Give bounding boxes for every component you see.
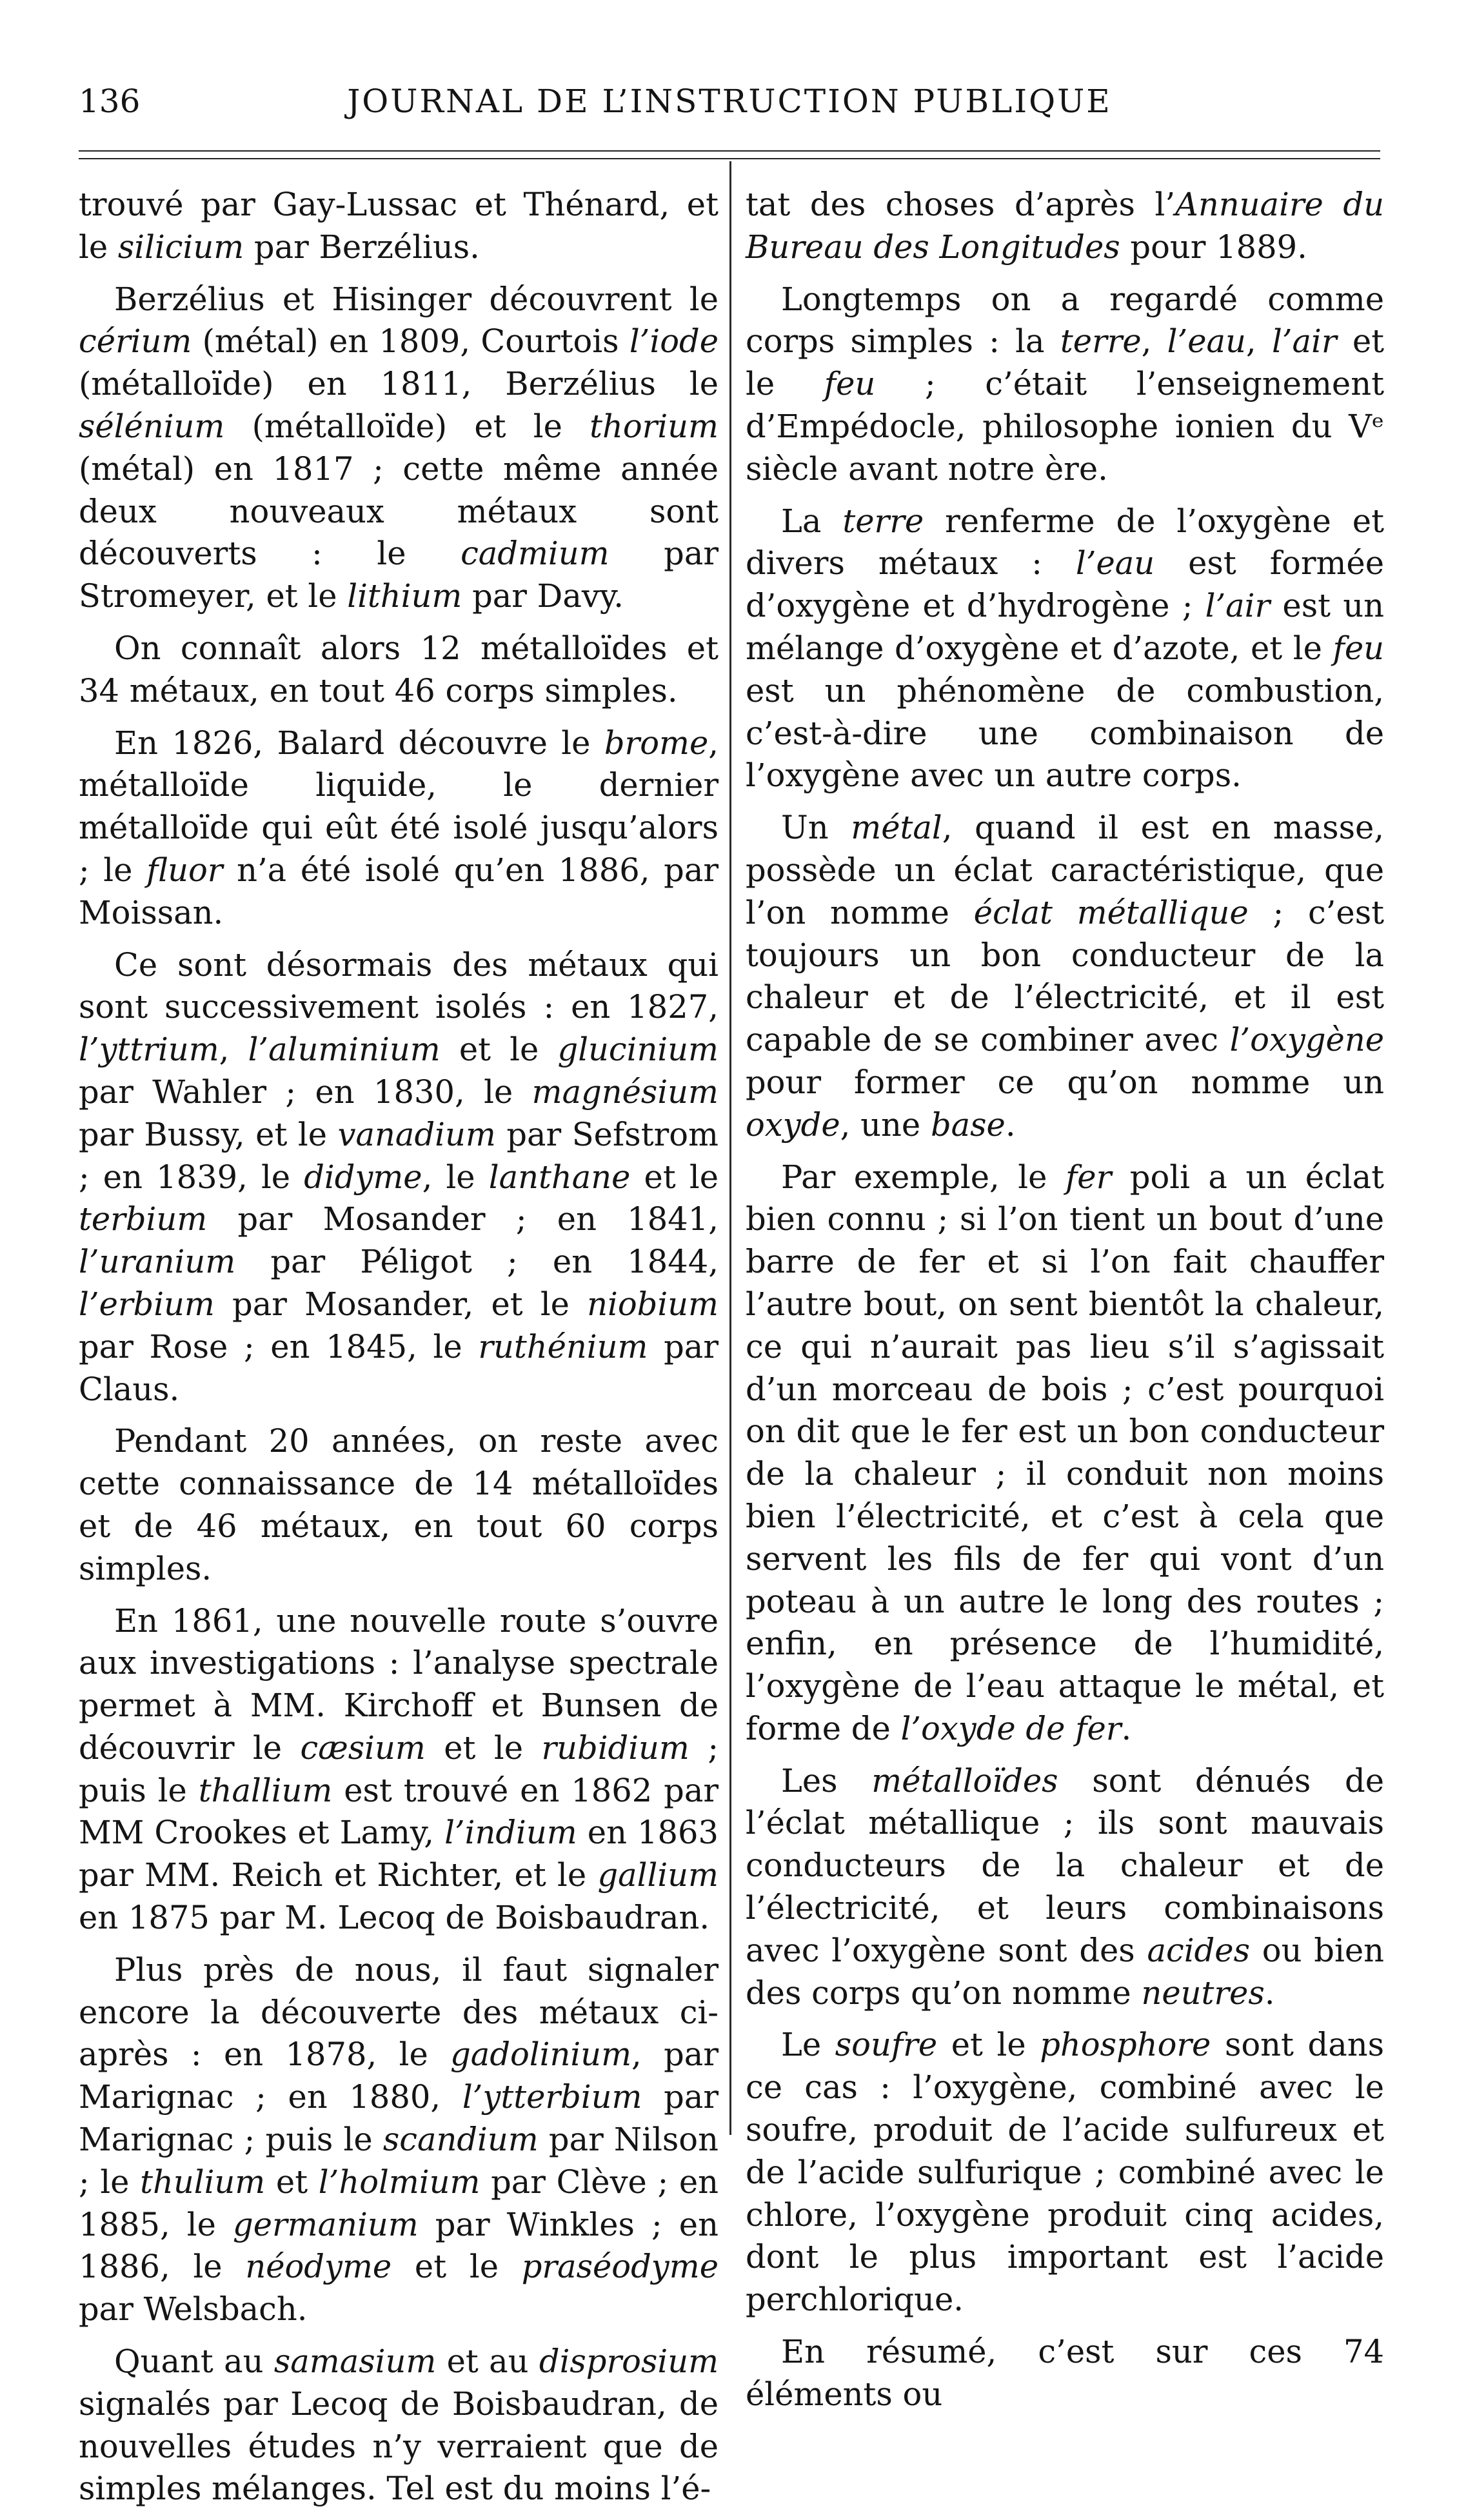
text-run: . [1264, 1974, 1275, 2012]
text-run: par Claus. [79, 1327, 719, 1408]
text-run: par Clève ; en 1885, le [79, 2163, 719, 2243]
text-run: par Sefstrom ; en 1839, le [79, 1115, 719, 1196]
italic-term: l’yttrium [79, 1031, 219, 1069]
text-run: En 1826, Balard découvre le [114, 724, 604, 762]
running-title: JOURNAL DE L’INSTRUCTION PUBLIQUE [347, 83, 1112, 120]
italic-term: thallium [198, 1771, 333, 1809]
text-run: par Mosander ; en 1841, [207, 1200, 719, 1238]
italic-term: l’oxygène [1229, 1021, 1384, 1059]
italic-term: Annuaire du Bureau des Longitudes [746, 186, 1384, 266]
italic-term: fluor [146, 851, 223, 889]
text-run: , le [422, 1158, 489, 1196]
italic-term: samasium [273, 2343, 437, 2381]
paragraph [746, 184, 1384, 269]
italic-term: fer [1065, 1158, 1112, 1196]
text-run: est un mélange d’oxygène et d’azote, et le [746, 587, 1384, 667]
text-run: ou bien des corps qu’on nomme [746, 1931, 1384, 2012]
text-run: n’a été isolé qu’en 1886, par Moissan. [79, 851, 719, 931]
text-run: Les [781, 1761, 872, 1800]
paragraph [746, 501, 1384, 798]
text-run: Un [781, 809, 851, 847]
text-run: et le [440, 1031, 558, 1069]
text-run: , quand il est en masse, possède un éclat caractéristique, que l’on nomme [746, 809, 1384, 931]
text-run: et le [425, 1729, 542, 1767]
paragraph [79, 628, 719, 713]
paragraph [79, 944, 719, 1411]
italic-term: cérium [79, 322, 192, 361]
italic-term: oxyde [746, 1106, 840, 1144]
text-run: sont dénués de l’éclat métallique ; ils sont mauvais conducteurs de la chaleur et de l’électricité, et leurs combinaisons avec l’oxygène sont des [746, 1761, 1384, 1969]
italic-term: acides [1147, 1931, 1250, 1969]
italic-term: terre [1060, 322, 1142, 361]
text-run: signalés par Lecoq de Boisbaudran, de nouvelles études n’y verraient que de simples mélanges. Tel est du moins l’é- [79, 2385, 719, 2508]
paragraph [79, 1600, 719, 1940]
text-run: En résumé, c’est sur ces 74 éléments ou [746, 2333, 1384, 2413]
italic-term: cæsium [300, 1729, 426, 1767]
text-run: , une [840, 1106, 931, 1144]
italic-term: silicium [117, 228, 244, 266]
italic-term: l’air [1205, 587, 1271, 625]
text-run: (métalloïde) et le [224, 407, 590, 445]
italic-term: l’eau [1167, 322, 1246, 361]
page-header [79, 83, 1380, 128]
italic-term: l’aluminium [248, 1031, 441, 1069]
paragraph [79, 2341, 719, 2510]
paragraph [79, 279, 719, 618]
text-run: et [265, 2163, 319, 2201]
text-run: et le [937, 2026, 1040, 2064]
italic-term: l’indium [444, 1814, 577, 1852]
text-run: ; c’était l’enseignement d’Empédocle, philosophe ionien du Vᵉ siècle avant notre ère. [746, 365, 1384, 488]
text-run: et le [630, 1158, 719, 1196]
text-run: et le [746, 322, 1384, 403]
text-run: (métalloïde) en 1811, Berzélius le [79, 365, 719, 403]
text-run: , [1141, 322, 1167, 361]
italic-term: thulium [140, 2163, 266, 2201]
text-run: . [1121, 1709, 1132, 1747]
text-run: sont dans ce cas : l’oxygène, combiné avec le soufre, produit de l’acide sulfureux et de l’acide sulfurique ; combiné avec le chlore, l’oxygène produit cinq acides, dont le plus important est l’acide perchlorique. [746, 2026, 1384, 2319]
text-run: pour former ce qu’on nomme un [746, 1063, 1384, 1101]
text-run: et le [392, 2248, 522, 2286]
italic-term: feu [1333, 629, 1384, 667]
italic-term: éclat métallique [973, 893, 1249, 931]
paragraph [746, 1760, 1384, 2015]
italic-term: brome [604, 724, 709, 762]
text-run: par Marignac ; puis le [79, 2078, 719, 2159]
text-run: en 1863 par MM. Reich et Richter, et le [79, 1814, 719, 1894]
italic-term: scandium [382, 2121, 539, 2159]
italic-term: terbium [79, 1200, 208, 1238]
text-run: tat des choses d’après l’ [746, 186, 1176, 223]
text-run: par Berzélius. [244, 228, 480, 266]
paragraph [746, 2331, 1384, 2416]
text-run: ; puis le [79, 1729, 719, 1809]
paragraph [746, 279, 1384, 491]
text-run: est trouvé en 1862 par MM Crookes et Lamy, [79, 1771, 719, 1852]
paragraph [79, 1949, 719, 2331]
text-run: par Nilson ; le [79, 2121, 719, 2201]
paragraph [746, 2024, 1384, 2321]
italic-term: gallium [597, 1856, 719, 1894]
italic-term: thorium [590, 407, 719, 445]
paragraph [79, 722, 719, 935]
text-run: , métalloïde liquide, le dernier métalloïde qui eût été isolé jusqu’alors ; le [79, 724, 719, 889]
paragraph [746, 1156, 1384, 1751]
text-run: par Winkles ; en 1886, le [79, 2205, 719, 2286]
italic-term: gadolinium [450, 2036, 632, 2074]
text-run: et au [436, 2343, 539, 2381]
italic-term: métalloïdes [871, 1761, 1058, 1800]
italic-term: cadmium [461, 535, 610, 573]
italic-term: germanium [233, 2205, 419, 2243]
italic-term: l’oxyde de fer [900, 1709, 1122, 1747]
text-run: Plus près de nous, il faut signaler encore la découverte des métaux ci-après : en 1878, le [79, 1950, 719, 2074]
italic-term: base [930, 1106, 1006, 1144]
text-run: par Davy. [462, 577, 624, 615]
text-run: par Wahler ; en 1830, le [79, 1073, 532, 1111]
text-run: . [1005, 1106, 1016, 1144]
text-run: , par Marignac ; en 1880, [79, 2036, 719, 2116]
text-run: est formée d’oxygène et d’hydrogène ; [746, 544, 1385, 625]
italic-term: l’eau [1075, 544, 1155, 582]
italic-term: l’uranium [79, 1243, 236, 1281]
italic-term: soufre [835, 2026, 938, 2064]
text-run: Par exemple, le [781, 1158, 1065, 1196]
text-run: En 1861, une nouvelle route s’ouvre aux investigations : l’analyse spectrale permet à MM. Kirchoff et Bunsen de découvrir le [79, 1602, 719, 1767]
text-run: On connaît alors 12 métalloïdes et 34 métaux, en tout 46 corps simples. [79, 629, 719, 709]
italic-term: didyme [304, 1158, 422, 1196]
italic-term: sélénium [79, 407, 225, 445]
italic-term: l’iode [629, 322, 719, 361]
italic-term: glucinium [557, 1031, 719, 1069]
italic-term: phosphore [1040, 2026, 1211, 2064]
text-run: en 1875 par M. Lecoq de Boisbaudran. [79, 1899, 710, 1937]
left-column [79, 184, 719, 2520]
italic-term: terre [842, 502, 924, 540]
italic-term: l’air [1271, 322, 1337, 361]
text-run: est un phénomène de combustion, c’est-à-dire une combinaison de l’oxygène avec un autre corps. [746, 671, 1384, 795]
text-run: trouvé par Gay-Lussac et Thénard, et le [79, 186, 719, 266]
italic-term: l’holmium [318, 2163, 481, 2201]
italic-term: métal [851, 809, 942, 847]
italic-term: l’erbium [79, 1285, 215, 1323]
text-run: , [1245, 322, 1272, 361]
paragraph [79, 184, 719, 269]
text-run: Le [781, 2026, 835, 2064]
column-divider [729, 161, 731, 2135]
text-run: pour 1889. [1120, 228, 1307, 266]
italic-term: néodyme [245, 2248, 392, 2286]
text-run: Quant au [114, 2343, 274, 2381]
text-run: Berzélius et Hisinger découvrent le [114, 280, 719, 318]
text-run: (métal) en 1809, Courtois [192, 322, 629, 361]
page-number: 136 [79, 83, 141, 120]
text-run: ; c’est toujours un bon conducteur de la chaleur et de l’électricité, et il est capable de se combiner avec [746, 893, 1384, 1059]
text-run: par Welsbach. [79, 2290, 308, 2328]
italic-term: vanadium [337, 1115, 496, 1153]
text-run: par Rose ; en 1845, le [79, 1327, 479, 1365]
text-run: par Bussy, et le [79, 1115, 338, 1153]
paragraph [746, 807, 1384, 1146]
italic-term: magnésium [531, 1073, 719, 1111]
italic-term: lanthane [488, 1158, 631, 1196]
text-run: par Péligot ; en 1844, [235, 1243, 719, 1281]
italic-term: l’ytterbium [462, 2078, 642, 2116]
italic-term: praséodyme [521, 2248, 719, 2286]
text-run: La [781, 502, 843, 540]
paragraph [79, 1420, 719, 1590]
text-run: Ce sont désormais des métaux qui sont successivement isolés : en 1827, [79, 946, 719, 1026]
text-run: , [219, 1031, 248, 1069]
right-column [746, 184, 1384, 2426]
text-run: Longtemps on a regardé comme corps simples : la [746, 280, 1384, 361]
text-run: Pendant 20 années, on reste avec cette connaissance de 14 métalloïdes et de 46 métaux, en tout 60 corps simples. [79, 1422, 719, 1587]
italic-term: neutres [1141, 1974, 1265, 2012]
italic-term: niobium [587, 1285, 719, 1323]
italic-term: disprosium [539, 2343, 719, 2381]
header-rule-bottom [79, 158, 1380, 159]
italic-term: ruthénium [478, 1327, 648, 1365]
text-run: poli a un éclat bien connu ; si l’on tient un bout d’une barre de fer et si l’on fait chauffer l’autre bout, on sent bientôt la chaleur, ce qui n’aurait pas lieu s’il s’agissait d’un morceau de bois ; c’est pourquoi on dit que le fer est un bon conducteur de la chaleur ; il conduit non moins bien l’électricité, et c’est à cela que servent les fils de fer qui vont d’un poteau à un autre le long des routes ; enfin, en présence de l’humidité, l’oxygène de l’eau attaque le métal, et forme de [746, 1158, 1384, 1747]
text-run: renferme de l’oxygène et divers métaux : [746, 502, 1384, 582]
italic-term: feu [824, 365, 876, 403]
text-run: (métal) en 1817 ; cette même année deux nouveaux métaux sont découverts : le [79, 450, 719, 573]
italic-term: rubidium [541, 1729, 689, 1767]
text-run: par Stromeyer, et le [79, 535, 719, 615]
header-rule-top [79, 150, 1380, 152]
italic-term: lithium [347, 577, 462, 615]
text-run: par Mosander, et le [214, 1285, 588, 1323]
